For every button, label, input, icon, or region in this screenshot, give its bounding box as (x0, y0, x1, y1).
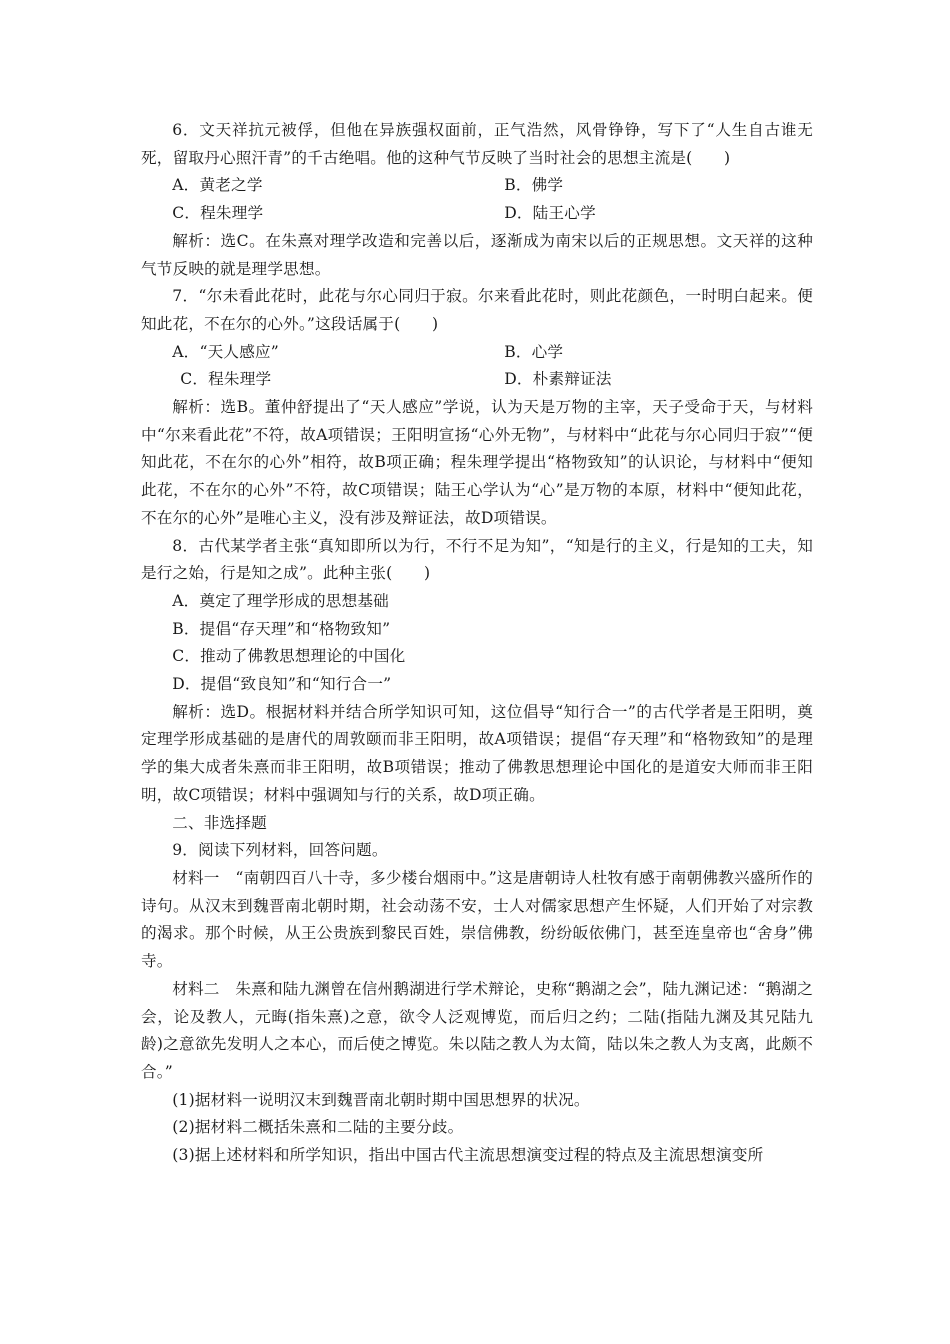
question-9-sub-3: (3)据上述材料和所学知识，指出中国古代主流思想演变过程的特点及主流思想演变所 (172, 1146, 764, 1165)
question-6-option-c: C．程朱理学 (172, 204, 264, 223)
question-9-material-2: 材料二 朱熹和陆九渊曾在信州鹅湖进行学术辩论，史称“鹅湖之会”，陆九渊记述：“鹅湖之会，论及教人，元晦(指朱熹)之意，欲令人泛观博览，而后归之约；二陆(指陆九渊及其兄陆九龄)之意欲先发明人之本心，而后使之博览。朱以陆之教人为太简，陆以朱之教人为支离，此颇不合。” (141, 979, 813, 1081)
question-7-options-row-2 (141, 366, 813, 394)
question-9-sub-2: (2)据材料二概括朱熹和二陆的主要分歧。 (172, 1118, 464, 1137)
question-8-option-d: D．提倡“致良知”和“知行合一” (172, 675, 392, 694)
question-8-stem: 8．古代某学者主张“真知即所以为行，不行不足为知”，“知是行的主义，行是知的工夫，知是行之始，行是知之成”。此种主张( ) (141, 536, 813, 583)
question-6-options-row-2 (141, 200, 813, 228)
question-6-analysis: 解析：选C。在朱熹对理学改造和完善以后，逐渐成为南宋以后的正规思想。文天祥的这种气节反映的就是理学思想。 (141, 231, 813, 278)
question-7-option-d: D．朴素辩证法 (504, 370, 612, 389)
question-6-stem: 6．文天祥抗元被俘，但他在异族强权面前，正气浩然，风骨铮铮，写下了“人生自古谁无死，留取丹心照汗青”的千古绝唱。他的这种气节反映了当时社会的思想主流是( ) (141, 121, 813, 167)
question-9-stem: 9．阅读下列材料，回答问题。 (172, 841, 388, 860)
question-8-option-a: A．奠定了理学形成的思想基础 (172, 591, 389, 610)
question-8-option-c: C．推动了佛教思想理论的中国化 (172, 647, 406, 666)
question-8-analysis: 解析：选D。根据材料并结合所学知识可知，这位倡导“知行合一”的古代学者是王阳明，奠定理学形成基础的是唐代的周敦颐而非王阳明，故A项错误；提倡“存天理”和“格物致知”的是理学的集大成者朱熹而非王阳明，故B项错误；推动了佛教思想理论中国化的是道安大师而非王阳明，故C项错误；材料中强调知与行的关系，故D项正确。 (141, 702, 813, 804)
question-6-option-a: A．黄老之学 (172, 176, 263, 195)
question-7-option-c: C．程朱理学 (180, 370, 272, 389)
document-body (141, 117, 813, 1170)
question-8-option-b: B．提倡“存天理”和“格物致知” (172, 619, 391, 638)
question-6-options-row-1 (141, 172, 813, 200)
question-6-option-d: D．陆王心学 (504, 204, 596, 223)
section-heading-non-choice: 二、非选择题 (172, 813, 267, 832)
question-9-sub-1: (1)据材料一说明汉末到魏晋南北朝时期中国思想界的状况。 (172, 1090, 590, 1109)
question-9-material-1: 材料一 “南朝四百八十寺，多少楼台烟雨中。”这是唐朝诗人杜牧有感于南朝佛教兴盛所作的诗句。从汉末到魏晋南北朝时期，社会动荡不安，士人对儒家思想产生怀疑，人们开始了对宗教的渴求。那个时候，从王公贵族到黎民百姓，崇信佛教，纷纷皈依佛门，甚至连皇帝也“舍身”佛寺。 (141, 868, 813, 971)
question-7-stem: 7．“尔未看此花时，此花与尔心同归于寂。尔来看此花时，则此花颜色，一时明白起来。便知此花，不在尔的心外。”这段话属于( ) (141, 287, 813, 333)
question-7-options-row-1 (141, 339, 813, 367)
question-7-analysis: 解析：选B。董仲舒提出了“天人感应”学说，认为天是万物的主宰，天子受命于天，与材料中“尔来看此花”不符，故A项错误；王阳明宣扬“心外无物”，与材料中“此花与尔心同归于寂”“便知此花，不在尔的心外”相符，故B项正确；程朱理学提出“格物致知”的认识论，与材料中“便知此花，不在尔的心外”不符，故C项错误；陆王心学认为“心”是万物的本原，材料中“便知此花，不在尔的心外”是唯心主义，没有涉及辩证法，故D项错误。 (141, 398, 813, 527)
question-7-option-a: A．“天人感应” (172, 342, 279, 361)
question-7-option-b: B．心学 (504, 342, 564, 361)
question-6-option-b: B．佛学 (504, 176, 564, 195)
